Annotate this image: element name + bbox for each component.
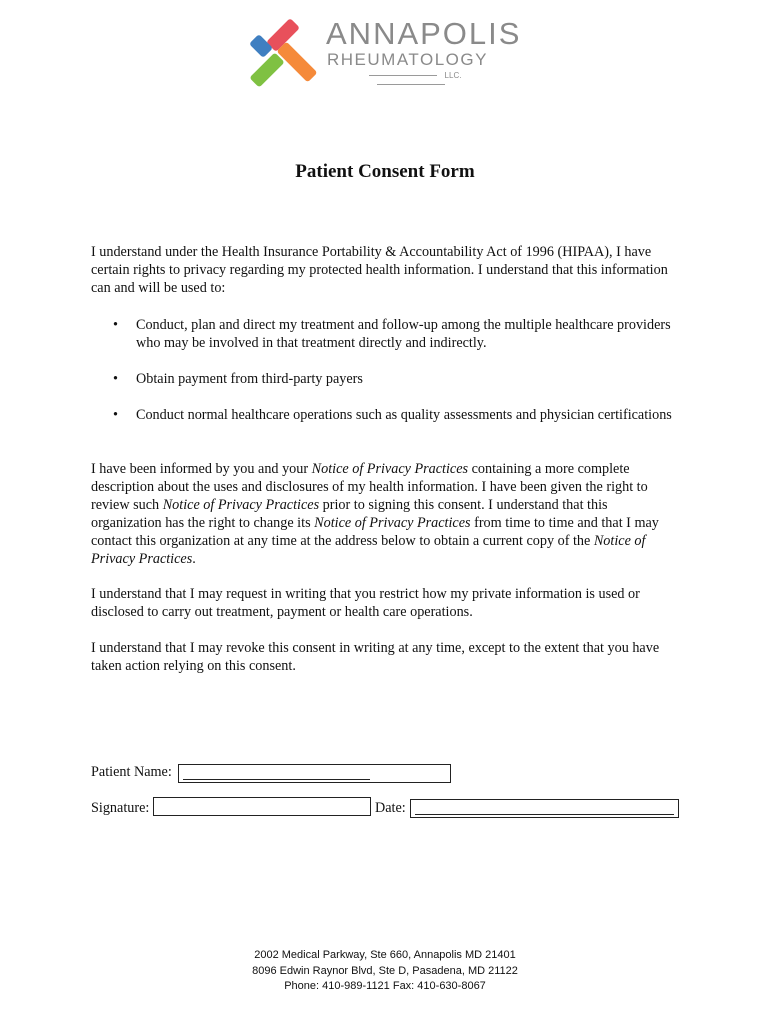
date-input[interactable] <box>410 799 679 818</box>
revoke-paragraph: I understand that I may revoke this consent in writing at any time, except to the extent that you have taken action relying on this consent. <box>91 640 660 674</box>
brand-specialty: RHEUMATOLOGY <box>327 50 488 69</box>
address-line-2: 8096 Edwin Raynor Blvd, Ste D, Pasadena, MD 21122 <box>252 964 518 977</box>
list-item: • Conduct, plan and direct my treatment and follow-up among the multiple healthcare providers who may be involved in that treatment directly and indirectly. <box>91 316 681 352</box>
brand-name: ANNAPOLIS <box>326 16 522 51</box>
address-line-1: 2002 Medical Parkway, Ste 660, Annapolis MD 21401 <box>254 949 516 961</box>
company-logo <box>246 14 522 90</box>
footer-address <box>0 948 770 995</box>
page-title: Patient Consent Form <box>295 161 475 182</box>
date-label: Date: <box>375 800 406 816</box>
usage-list <box>91 316 681 442</box>
brand-suffix: LLC. <box>326 71 496 89</box>
logo-bar-blue <box>249 34 273 58</box>
restriction-paragraph: I understand that I may request in writing that you restrict how my private information is used or disclosed to carry out treatment, payment or health care operations. <box>91 586 640 620</box>
list-item: • Obtain payment from third-party payers <box>91 370 681 388</box>
signature-label: Signature: <box>91 800 150 816</box>
list-item: • Conduct normal healthcare operations such as quality assessments and physician certifications <box>91 406 681 424</box>
signature-input[interactable] <box>153 797 371 816</box>
contact-line: Phone: 410-989-1121 Fax: 410-630-8067 <box>284 980 486 992</box>
patient-name-input[interactable] <box>178 764 451 783</box>
logo-mark-icon <box>246 14 322 90</box>
intro-paragraph: I understand under the Health Insurance Portability & Accountability Act of 1996 (HIPAA), I have certain rights to privacy regarding my protected health information. I understand that this information can and will be used to: <box>91 244 668 296</box>
logo-bar-green <box>249 52 284 87</box>
notice-paragraph: I have been informed by you and your Notice of Privacy Practices containing a more complete description about the uses and disclosures of my health information. I have been given the right to review such Notice of Privacy Practices prior to signing this consent. I understand that this organization has the right to change its Notice of Privacy Practices from time to time and that I may contact this organization at any time at the address below to obtain a current copy of the Notice of Privacy Practices. <box>91 461 659 567</box>
patient-name-label: Patient Name: <box>91 764 172 780</box>
